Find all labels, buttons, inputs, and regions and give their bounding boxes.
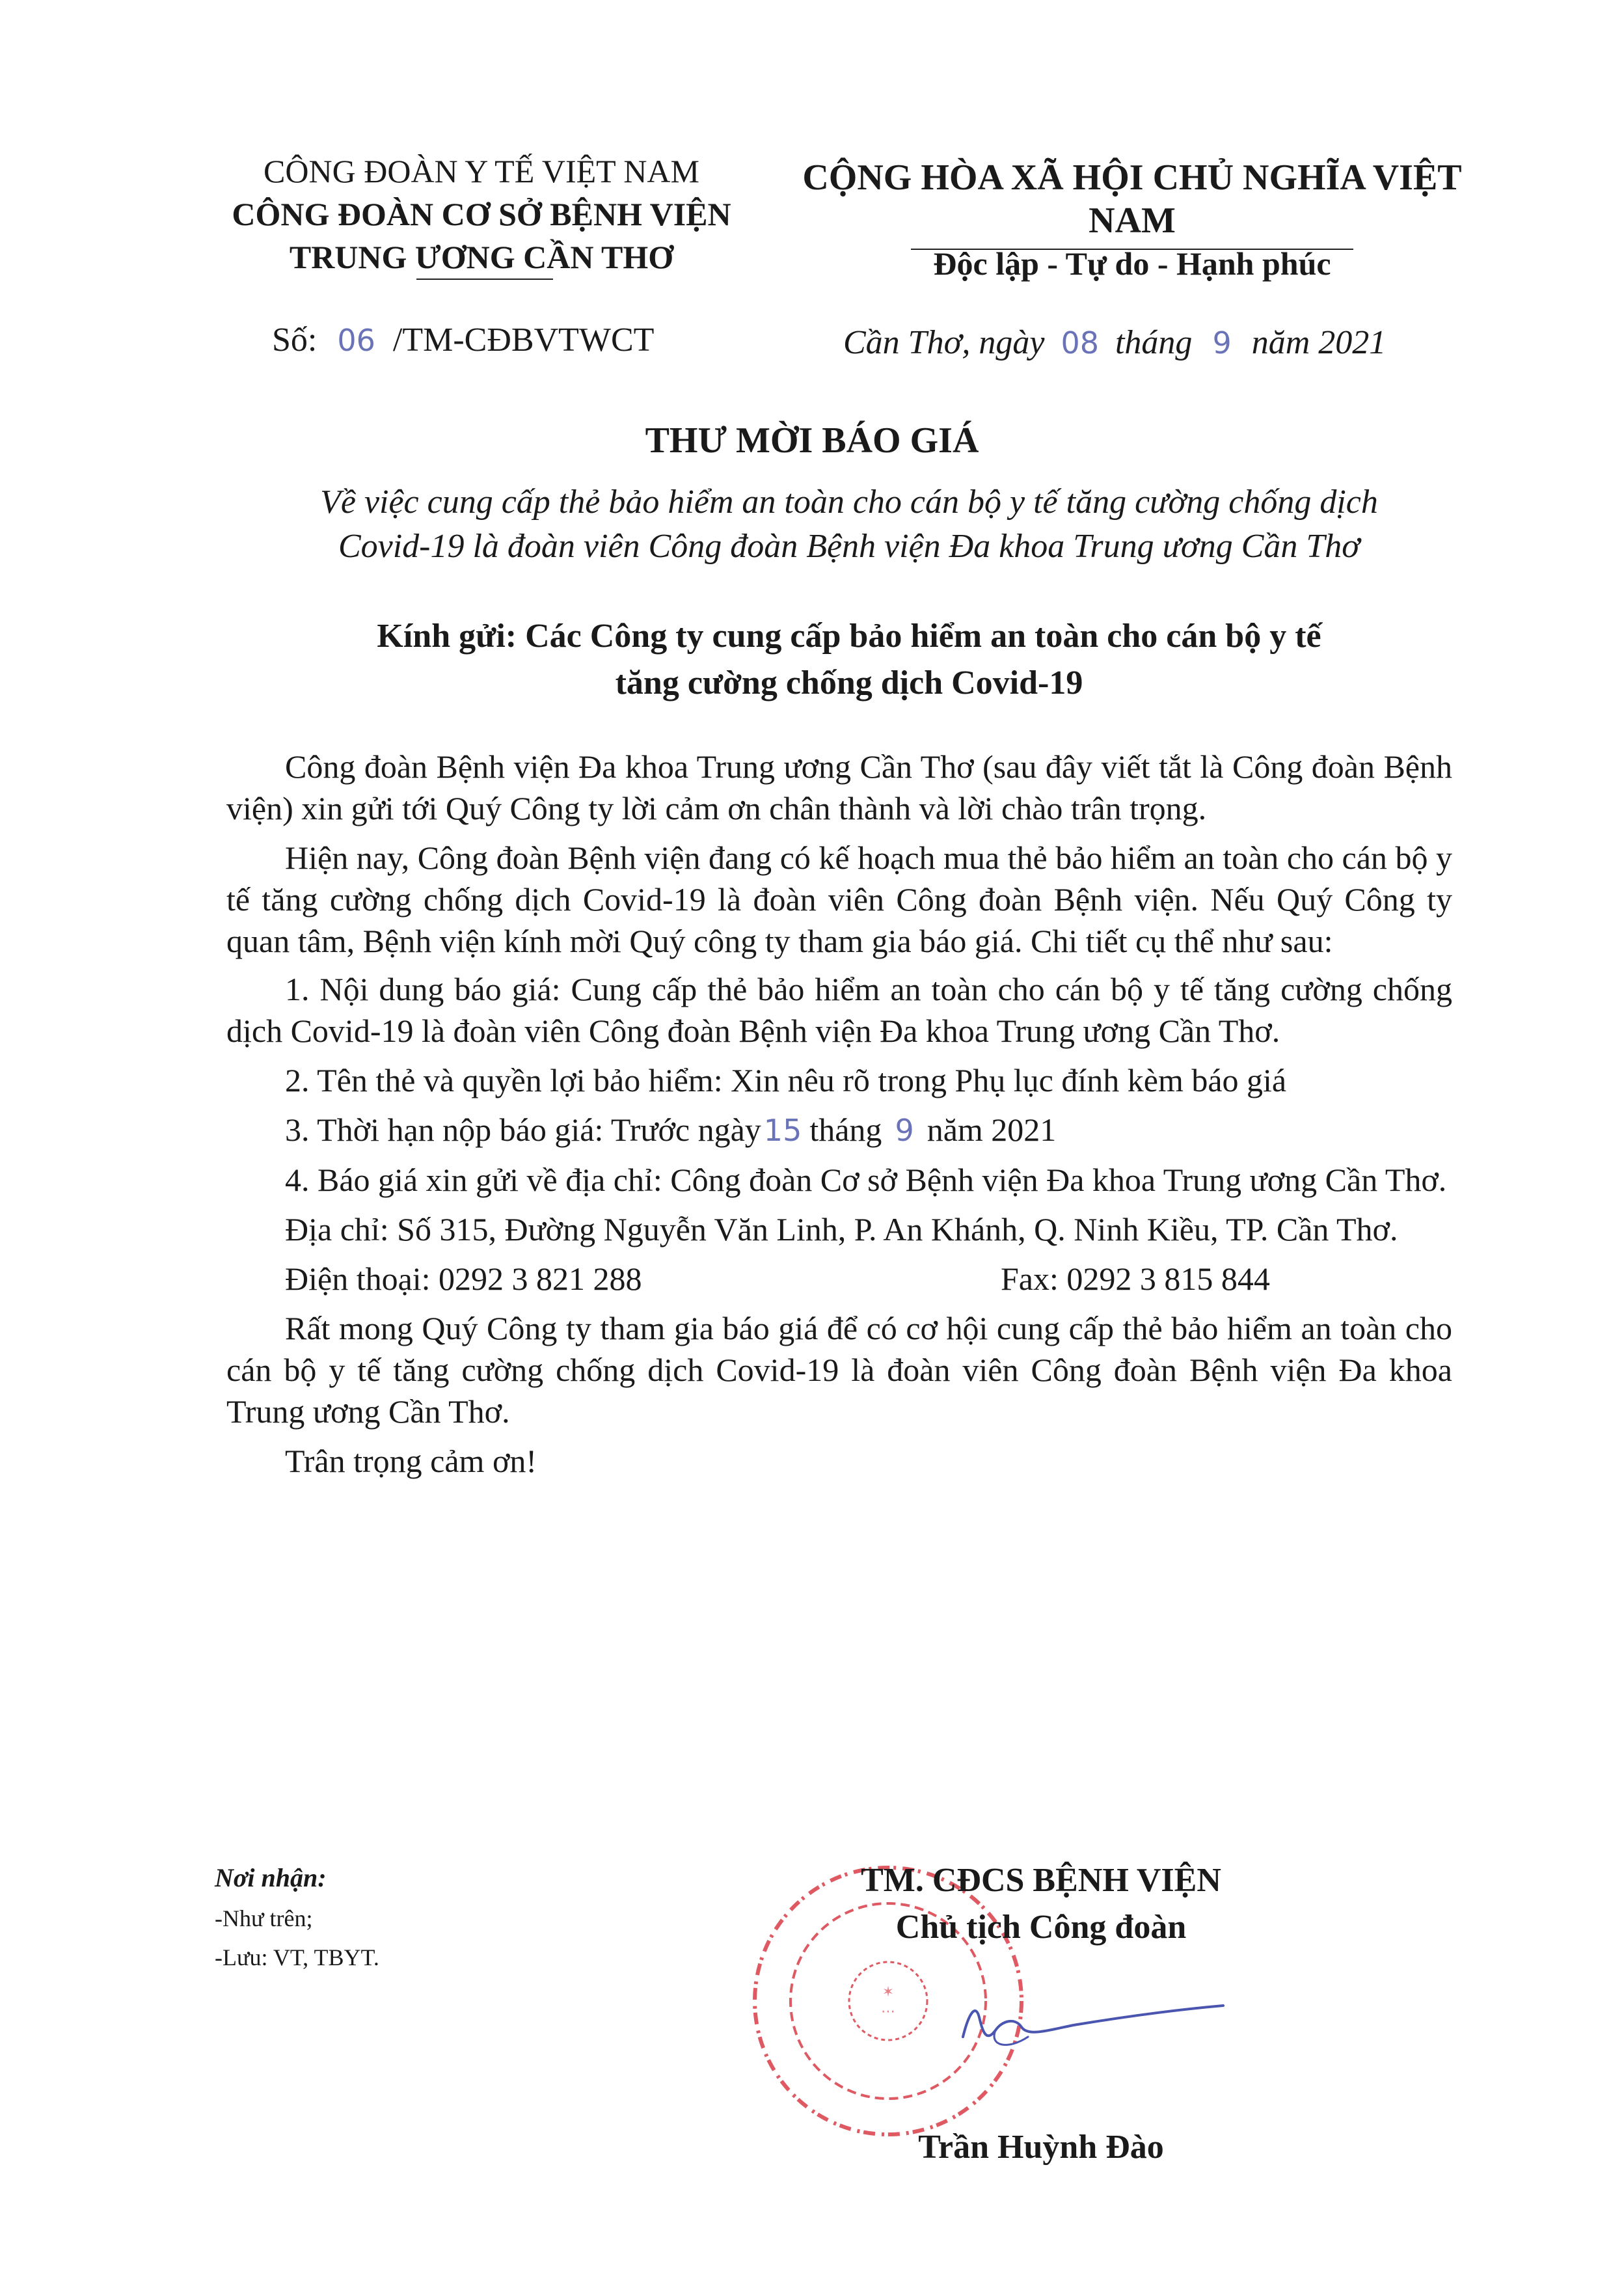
handwritten-deadline-month: 9 bbox=[895, 1113, 914, 1148]
document-number: Số: 06 /TM-CĐBVTWCT bbox=[272, 321, 655, 359]
handwritten-month: 9 bbox=[1212, 325, 1232, 361]
handwritten-number: 06 bbox=[337, 323, 375, 358]
handwritten-signature bbox=[950, 1991, 1236, 2063]
paragraph-plan: Hiện nay, Công đoàn Bệnh viện đang có kế hoạch mua thẻ bảo hiểm an toàn cho cán bộ y tế tăng cường chống dịch Covid-19 là đoàn viên Công đoàn Bệnh viện. Nếu Quý Công ty quan tâm, Bệnh viện kính mời Quý công ty tham gia báo giá. Chi tiết cụ thể như sau: bbox=[226, 839, 1452, 959]
fax-number: Fax: 0292 3 815 844 bbox=[1001, 1260, 1270, 1297]
thanks-line: Trân trọng cảm ơn! bbox=[285, 1443, 537, 1479]
item-content: 1. Nội dung báo giá: Cung cấp thẻ bảo hiểm an toàn cho cán bộ y tế tăng cường chống dịch Covid-19 là đoàn viên Công đoàn Bệnh viện Đa khoa Trung ương Cần Thơ. bbox=[226, 971, 1452, 1049]
issuer-name: CÔNG ĐOÀN CƠ SỞ BỆNH VIỆN bbox=[232, 196, 731, 232]
recipient-line: Kính gửi: Các Công ty cung cấp bảo hiểm an toàn cho cán bộ y tế tăng cường chống dịch Covid-19 bbox=[377, 618, 1321, 702]
letter-body bbox=[226, 746, 1452, 1482]
contact-line bbox=[226, 1258, 1452, 1300]
signer-title: TM. CĐCS BỆNH VIỆN bbox=[861, 1862, 1221, 1899]
issuer-underline bbox=[416, 279, 553, 280]
distribution-item: -Như trên; bbox=[215, 1905, 313, 1931]
item-card-name: 2. Tên thẻ và quyền lợi bảo hiểm: Xin nêu rõ trong Phụ lục đính kèm báo giá bbox=[285, 1062, 1287, 1098]
paragraph-intro: Công đoàn Bệnh viện Đa khoa Trung ương Cần Thơ (sau đây viết tắt là Công đoàn Bệnh viện) xin gửi tới Quý Công ty lời cảm ơn chân thành và lời chào trân trọng. bbox=[226, 748, 1452, 826]
distribution-item: -Lưu: VT, TBYT. bbox=[215, 1944, 379, 1970]
handwritten-deadline-day: 15 bbox=[763, 1113, 802, 1148]
phone-number: Điện thoại: 0292 3 821 288 bbox=[285, 1260, 642, 1297]
signer-name: Trần Huỳnh Đào bbox=[918, 2129, 1164, 2166]
issuer-name-2: TRUNG ƯƠNG CẦN THƠ bbox=[289, 239, 674, 275]
national-motto: Độc lập - Tự do - Hạnh phúc bbox=[933, 245, 1331, 282]
motto-underline bbox=[911, 249, 1353, 250]
address-line: Địa chỉ: Số 315, Đường Nguyễn Văn Linh, P. An Khánh, Q. Ninh Kiều, TP. Cần Thơ. bbox=[285, 1211, 1398, 1247]
distribution-list bbox=[215, 1860, 379, 1974]
distribution-title: Nơi nhận: bbox=[215, 1863, 327, 1892]
national-header bbox=[755, 156, 1509, 285]
document-subject: Về việc cung cấp thẻ bảo hiểm an toàn cho cán bộ y tế tăng cường chống dịch Covid-19 là đoàn viên Công đoàn Bệnh viện Đa khoa Trung ương Cần Thơ bbox=[320, 484, 1378, 565]
handwritten-day: 08 bbox=[1061, 325, 1099, 361]
stamp-mark: ⋯ bbox=[881, 2004, 895, 2020]
stamp-star-ring bbox=[849, 1962, 927, 2040]
document-title: THƯ MỜI BÁO GIÁ bbox=[645, 420, 979, 461]
item-deadline: 3. Thời hạn nộp báo giá: Trước ngày15 tháng 9 năm 2021 bbox=[285, 1111, 1057, 1148]
issuer-parent: CÔNG ĐOÀN Y TẾ VIỆT NAM bbox=[264, 153, 699, 189]
issuer-block bbox=[221, 150, 742, 279]
closing-paragraph: Rất mong Quý Công ty tham gia báo giá để có cơ hội cung cấp thẻ bảo hiểm an toàn cho cán bộ y tế tăng cường chống dịch Covid-19 là đoàn viên Công đoàn Bệnh viện Đa khoa Trung ương Cần Thơ. bbox=[226, 1310, 1452, 1430]
signer-role: Chủ tịch Công đoàn bbox=[895, 1909, 1187, 1946]
stamp-mark: ✶ bbox=[882, 1984, 895, 2000]
signature-block bbox=[755, 1857, 1327, 1951]
national-title: CỘNG HÒA XÃ HỘI CHỦ NGHĨA VIỆT NAM bbox=[802, 157, 1462, 241]
document-date: Cần Thơ, ngày 08 tháng 9 năm 2021 bbox=[843, 324, 1387, 361]
item-address: 4. Báo giá xin gửi về địa chỉ: Công đoàn Cơ sở Bệnh viện Đa khoa Trung ương Cần Thơ. bbox=[285, 1162, 1447, 1198]
